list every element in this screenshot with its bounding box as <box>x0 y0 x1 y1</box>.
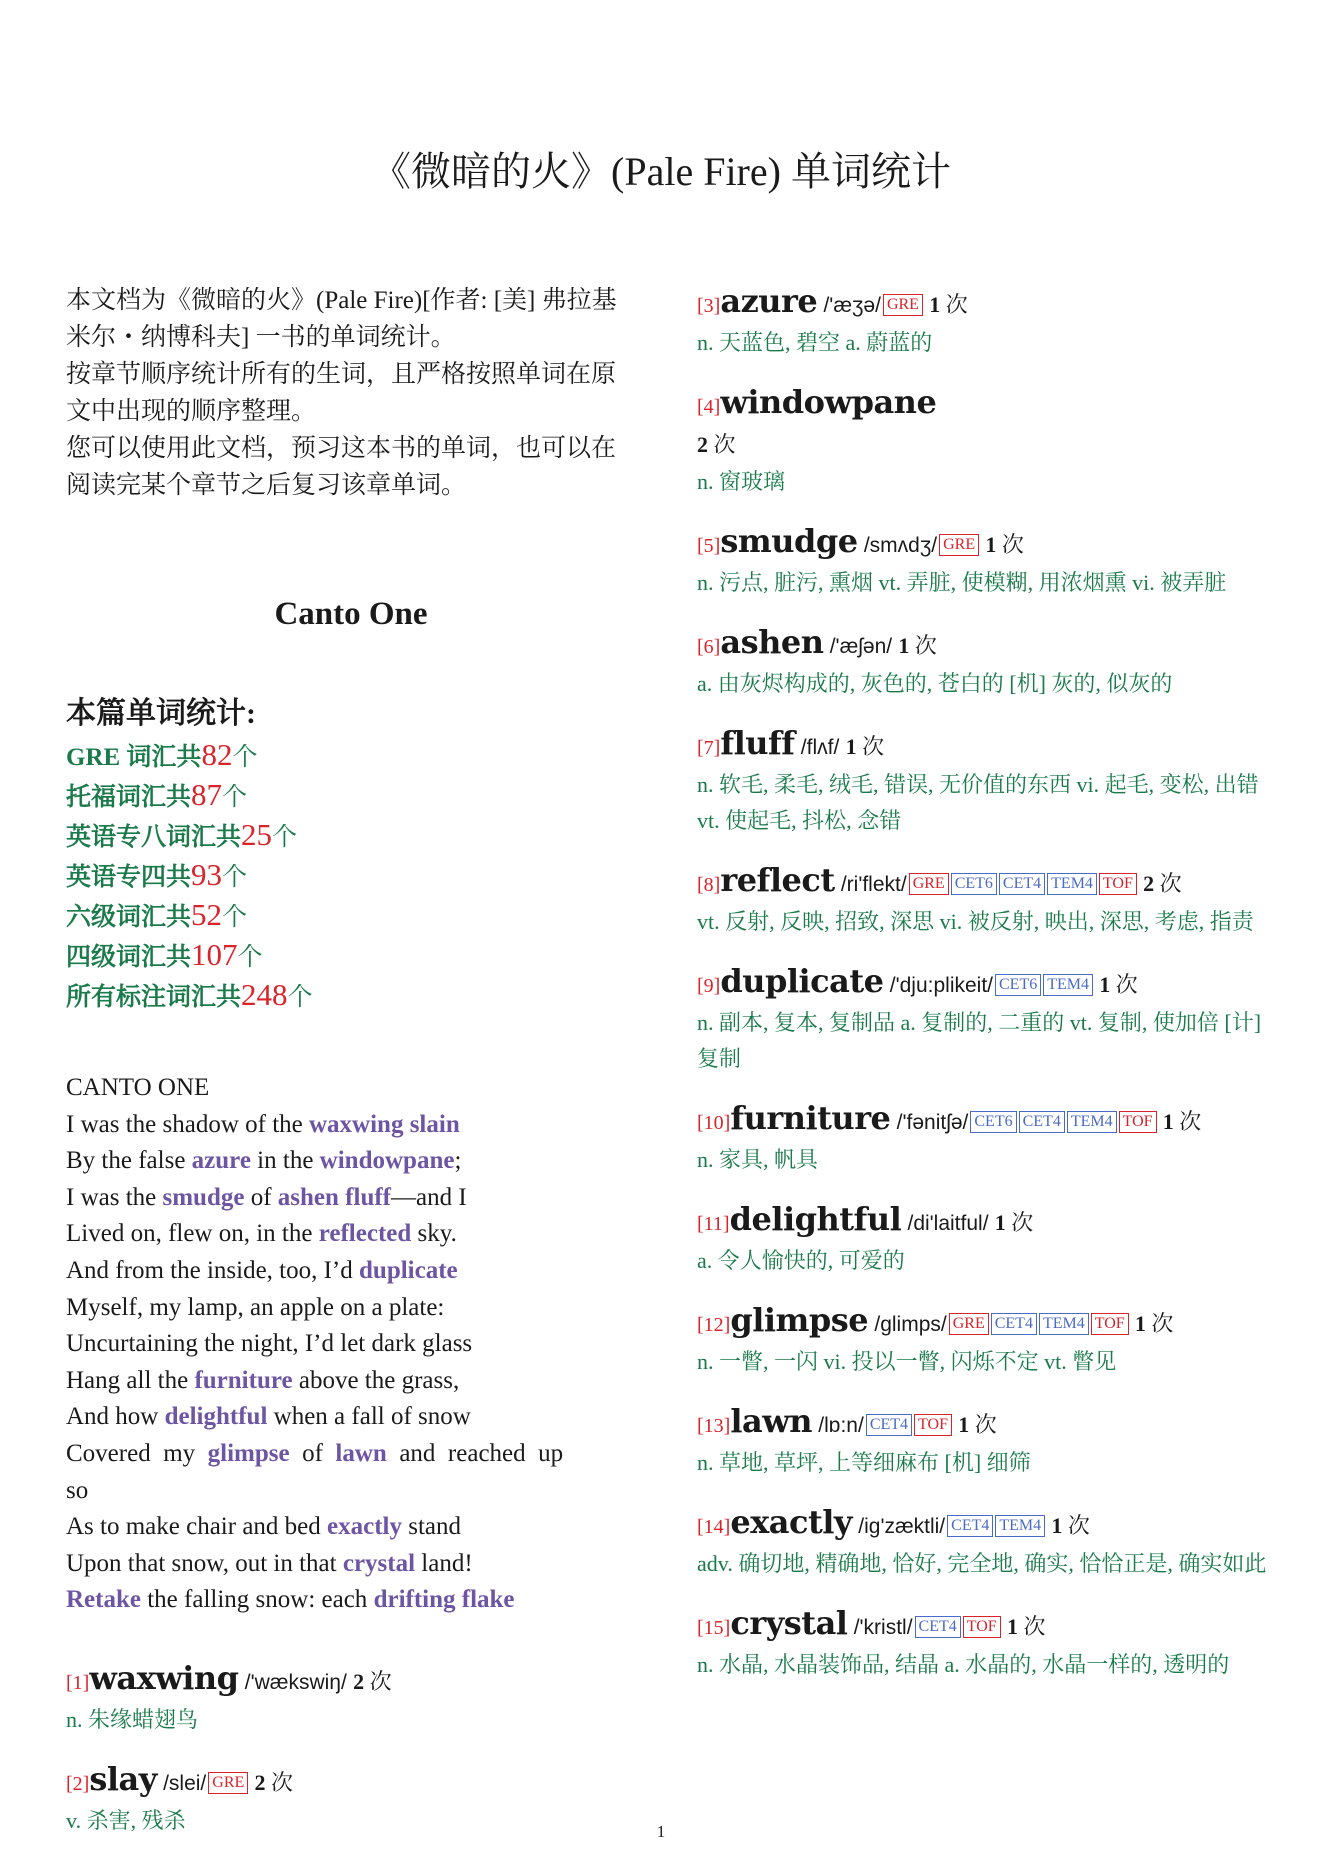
vocab-entry: [12]glimpse /glimps/ GRE CET4 TEM4 TOF 1 次 n. 一瞥, 一闪 vi. 投以一瞥, 闪烁不定 vt. 瞥见 <box>697 1301 1272 1380</box>
highlight-word: Retake <box>66 1586 141 1614</box>
stats-list <box>66 736 636 1016</box>
vocab-word: duplicate <box>720 962 884 1000</box>
tag-badge: CET6 <box>970 1111 1016 1133</box>
vocab-entry: [7]fluff /flʌf/ 1 次 n. 软毛, 柔毛, 绒毛, 错误, 无价值的东西 vi. 起毛, 变松, 出错 vt. 使起毛, 抖松, 念错 <box>697 724 1272 839</box>
vocab-definition: n. 天蓝色, 碧空 a. 蔚蓝的 <box>697 330 933 355</box>
vocab-entry: [1]waxwing /'wækswiŋ/ 2 次 n. 朱缘蜡翅鸟 <box>66 1659 636 1738</box>
tag-badge: TOF <box>1091 1313 1129 1335</box>
highlight-word: crystal <box>342 1549 416 1577</box>
highlight-word: smudge <box>162 1183 245 1211</box>
vocab-word: waxwing <box>89 1658 239 1697</box>
highlight-word: ashen fluff <box>277 1183 392 1211</box>
vocab-definition: adv. 确切地, 精确地, 恰好, 完全地, 确实, 恰恰正是, 确实如此 <box>697 1551 1267 1576</box>
highlight-word: reflected <box>318 1220 412 1248</box>
stat-row-cet6: 六级词汇共52个 <box>66 897 248 932</box>
intro-line: 按章节顺序统计所有的生词，且严格按照单词在原文中出现的顺序整理。 <box>66 361 617 425</box>
tag-badge: CET4 <box>866 1414 912 1436</box>
vocab-definition: n. 副本, 复本, 复制品 a. 复制的, 二重的 vt. 复制, 使加倍 [计] 复制 <box>697 1010 1262 1071</box>
tag-badge: TEM4 <box>1047 873 1097 895</box>
tag-badge: TEM4 <box>1043 974 1093 996</box>
vocab-definition: a. 令人愉快的, 可爱的 <box>697 1248 905 1273</box>
tag-badge: GRE <box>208 1772 248 1794</box>
canto-heading: Canto One <box>274 596 428 632</box>
vocab-word: windowpane <box>720 383 937 421</box>
vocab-entry: [5]smudge /smʌdʒ/ GRE 1 次 n. 污点, 脏污, 熏烟 vt. 弄脏, 使模糊, 用浓烟熏 vi. 被弄脏 <box>697 522 1272 601</box>
poem-text <box>66 1070 636 1619</box>
vocab-entry: [14]exactly /ig'zæktli/ CET4 TEM4 1 次 adv. 确切地, 精确地, 恰好, 完全地, 确实, 恰恰正是, 确实如此 <box>697 1503 1272 1582</box>
vocab-entry: [9]duplicate /'dju:plikeit/ CET6 TEM4 1 次 n. 副本, 复本, 复制品 a. 复制的, 二重的 vt. 复制, 使加倍 [计] 复制 <box>697 962 1272 1077</box>
intro-line: 本文档为《微暗的火》(Pale Fire)[作者: [美] 弗拉基米尔・纳博科夫] 一书的单词统计。 <box>66 287 617 351</box>
stat-row-tem4: 英语专四共93个 <box>66 857 248 892</box>
vocab-entry: [3]azure /'æʒə/ GRE 1 次 n. 天蓝色, 碧空 a. 蔚蓝的 <box>697 282 1272 361</box>
vocab-entry: [6]ashen /'æʃən/ 1 次 a. 由灰烬构成的, 灰色的, 苍白的 [机] 灰的, 似灰的 <box>697 623 1272 702</box>
stat-row-tem8: 英语专八词汇共25个 <box>66 817 298 852</box>
vocab-word: smudge <box>720 522 858 560</box>
vocab-word: glimpse <box>730 1301 869 1339</box>
vocab-word: azure <box>720 282 818 320</box>
poem-line: And how delightful when a fall of snow <box>66 1403 471 1431</box>
poem-line: I was the smudge of ashen fluff—and I <box>66 1183 467 1211</box>
vocab-definition: n. 朱缘蜡翅鸟 <box>66 1706 199 1732</box>
poem-line: Covered my glimpse of lawn and reached up <box>66 1439 564 1467</box>
highlight-word: drifting flake <box>373 1586 515 1614</box>
poem-line: Hang all the furniture above the grass, <box>66 1366 460 1394</box>
highlight-word: delightful <box>164 1403 268 1431</box>
left-column <box>66 282 636 1861</box>
highlight-word: waxwing slain <box>309 1110 460 1138</box>
page-number: 1 <box>656 1822 666 1841</box>
highlight-word: exactly <box>327 1513 402 1541</box>
entries-left <box>66 1659 636 1839</box>
vocab-word: crystal <box>730 1604 848 1642</box>
poem-line: By the false azure in the windowpane; <box>66 1147 462 1175</box>
tag-badge: GRE <box>949 1313 989 1335</box>
vocab-word: slay <box>89 1759 157 1798</box>
highlight-word: lawn <box>335 1439 387 1467</box>
tag-badge: GRE <box>909 873 949 895</box>
poem-line: As to make chair and bed exactly stand <box>66 1513 462 1541</box>
vocab-word: furniture <box>730 1099 891 1137</box>
stat-row-cet4: 四级词汇共107个 <box>66 937 263 972</box>
tag-badge: CET6 <box>951 873 997 895</box>
vocab-word: fluff <box>720 724 795 762</box>
vocab-entry: [8]reflect /ri'flekt/ GRE CET6 CET4 TEM4 TOF 2 次 vt. 反射, 反映, 招致, 深思 vi. 被反射, 映出, 深思, 考虑, 指责 <box>697 861 1272 940</box>
vocab-definition: n. 草地, 草坪, 上等细麻布 [机] 细筛 <box>697 1450 1031 1475</box>
poem-line: Upon that snow, out in that crystal land! <box>66 1549 473 1577</box>
tag-badge: TOF <box>914 1414 952 1436</box>
tag-badge: TEM4 <box>1067 1111 1117 1133</box>
highlight-word: windowpane <box>319 1147 455 1175</box>
tag-badge: GRE <box>883 294 923 316</box>
tag-badge: CET4 <box>999 873 1045 895</box>
right-column <box>697 282 1272 1705</box>
tag-badge: TOF <box>963 1616 1001 1638</box>
stat-row-gre: GRE 词汇共82个 <box>66 737 258 772</box>
vocab-entry: [2]slay /slei/ GRE 2 次 v. 杀害, 残杀 <box>66 1760 636 1839</box>
highlight-word: duplicate <box>359 1256 458 1284</box>
tag-badge: TEM4 <box>1039 1313 1089 1335</box>
tag-badge: CET4 <box>1019 1111 1065 1133</box>
vocab-word: exactly <box>730 1503 853 1541</box>
vocab-definition: n. 家具, 帆具 <box>697 1147 819 1172</box>
stat-row-toefl: 托福词汇共87个 <box>66 777 248 812</box>
vocab-word: lawn <box>730 1402 813 1440</box>
intro-text <box>66 282 636 504</box>
tag-badge: GRE <box>939 534 979 556</box>
highlight-word: azure <box>191 1147 251 1175</box>
vocab-word: reflect <box>720 861 835 899</box>
highlight-word: furniture <box>194 1366 293 1394</box>
vocab-entry: [10]furniture /'fənitʃə/ CET6 CET4 TEM4 TOF 1 次 n. 家具, 帆具 <box>697 1099 1272 1178</box>
poem-line: And from the inside, too, I’d duplicate <box>66 1256 458 1284</box>
vocab-entry: [11]delightful /di'laitful/ 1 次 a. 令人愉快的, 可爱的 <box>697 1200 1272 1279</box>
vocab-definition: vt. 反射, 反映, 招致, 深思 vi. 被反射, 映出, 深思, 考虑, 指责 <box>697 909 1254 934</box>
poem-line: Uncurtaining the night, I’d let dark glass <box>66 1330 473 1358</box>
tag-badge: CET4 <box>947 1515 993 1537</box>
poem-line: I was the shadow of the waxwing slain <box>66 1110 460 1138</box>
stats-heading: 本篇单词统计: <box>66 697 256 730</box>
vocab-definition: n. 水晶, 水晶装饰品, 结晶 a. 水晶的, 水晶一样的, 透明的 <box>697 1652 1230 1677</box>
tag-badge: CET6 <box>995 974 1041 996</box>
tag-badge: TOF <box>1119 1111 1157 1133</box>
poem-line: Retake the falling snow: each drifting flake <box>66 1586 515 1614</box>
vocab-entry: [4]windowpane 2 次 n. 窗玻璃 <box>697 383 1272 500</box>
poem-line: CANTO ONE <box>66 1074 210 1101</box>
page-title: 《微暗的火》(Pale Fire) 单词统计 <box>371 149 951 194</box>
vocab-definition: n. 软毛, 柔毛, 绒毛, 错误, 无价值的东西 vi. 起毛, 变松, 出错 vt. 使起毛, 抖松, 念错 <box>697 772 1259 833</box>
vocab-word: ashen <box>720 623 824 661</box>
poem-line: Myself, my lamp, an apple on a plate: <box>66 1293 445 1321</box>
stat-row-all: 所有标注词汇共248个 <box>66 977 313 1012</box>
tag-badge: TOF <box>1099 873 1137 895</box>
highlight-word: glimpse <box>207 1439 290 1467</box>
vocab-definition: a. 由灰烬构成的, 灰色的, 苍白的 [机] 灰的, 似灰的 <box>697 671 1173 696</box>
vocab-word: delightful <box>729 1200 902 1238</box>
vocab-definition: n. 一瞥, 一闪 vi. 投以一瞥, 闪烁不定 vt. 瞥见 <box>697 1349 1117 1374</box>
tag-badge: CET4 <box>991 1313 1037 1335</box>
poem-line: so <box>66 1476 89 1504</box>
intro-line: 您可以使用此文档，预习这本书的单词，也可以在阅读完某个章节之后复习该章单词。 <box>66 435 617 499</box>
tag-badge: CET4 <box>915 1616 961 1638</box>
poem-line: Lived on, flew on, in the reflected sky. <box>66 1220 457 1248</box>
vocab-definition: v. 杀害, 残杀 <box>66 1807 186 1833</box>
vocab-entry: [13]lawn /lɒ:n/ CET4 TOF 1 次 n. 草地, 草坪, 上等细麻布 [机] 细筛 <box>697 1402 1272 1481</box>
tag-badge: TEM4 <box>995 1515 1045 1537</box>
vocab-entry: [15]crystal /'kristl/ CET4 TOF 1 次 n. 水晶, 水晶装饰品, 结晶 a. 水晶的, 水晶一样的, 透明的 <box>697 1604 1272 1683</box>
vocab-definition: n. 污点, 脏污, 熏烟 vt. 弄脏, 使模糊, 用浓烟熏 vi. 被弄脏 <box>697 570 1227 595</box>
vocab-definition: n. 窗玻璃 <box>697 469 786 494</box>
